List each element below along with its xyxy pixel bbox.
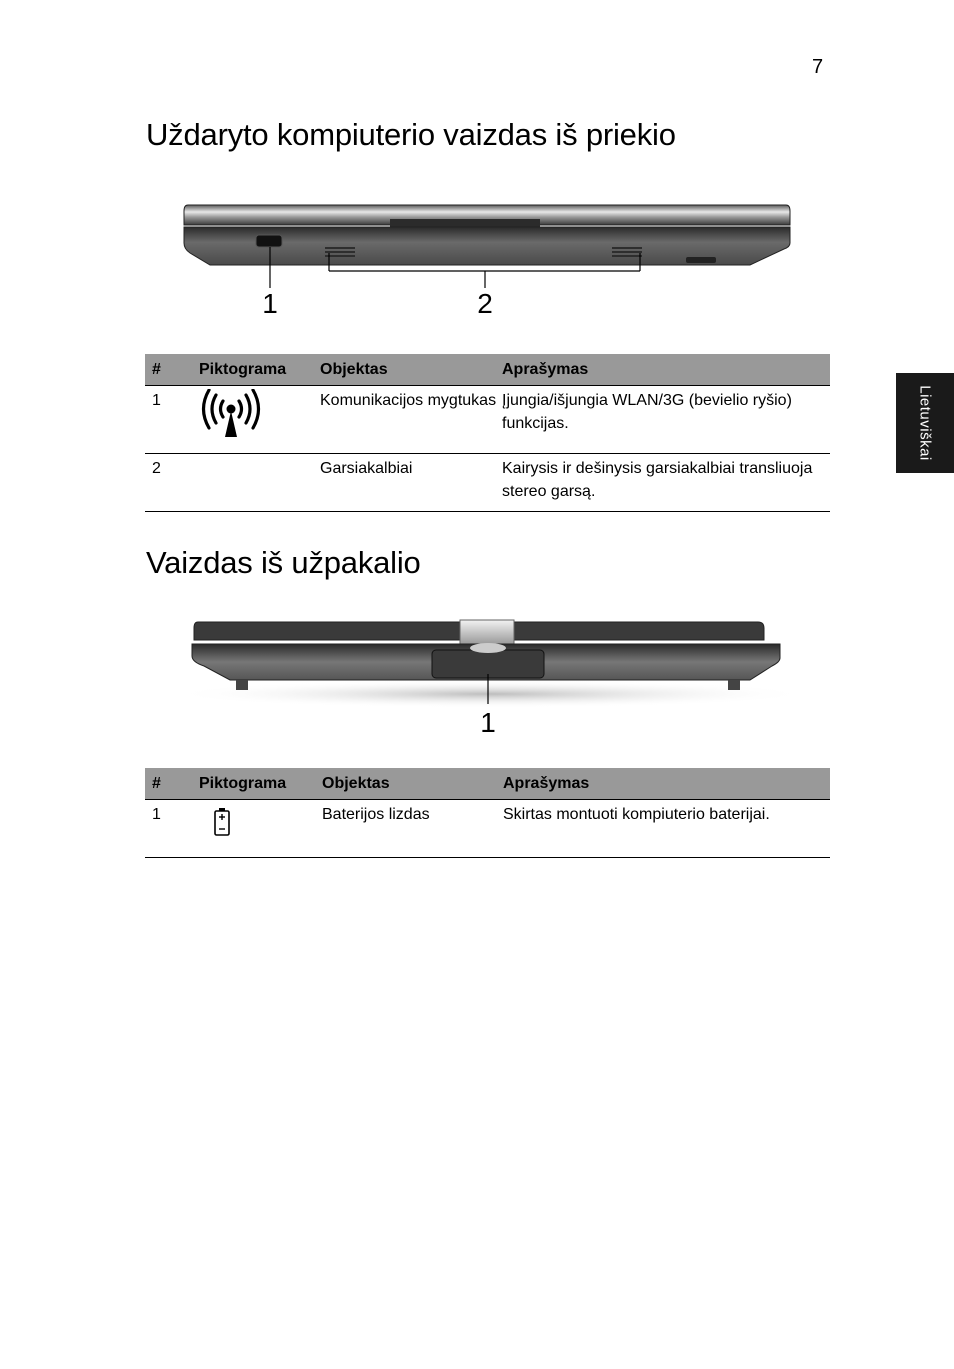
table-row (145, 386, 830, 454)
header-number: # (145, 354, 199, 386)
header-icon: Piktograma (199, 768, 322, 800)
laptop-front-illustration (150, 195, 810, 325)
header-object: Objektas (320, 354, 502, 386)
front-view-title: Uždaryto kompiuterio vaizdas iš priekio (146, 117, 676, 152)
row-icon-cell (199, 800, 322, 858)
page-number: 7 (812, 56, 824, 78)
header-object: Objektas (322, 768, 503, 800)
language-tab-label: Lietuviškai (916, 385, 934, 461)
rear-components-table (145, 768, 830, 858)
rear-view-title: Vaizdas iš užpakalio (146, 545, 421, 580)
row-object: Baterijos lizdas (322, 800, 503, 858)
row-number: 1 (145, 386, 199, 454)
row-description: Įjungia/išjungia WLAN/3G (bevielio ryšio) funkcijas. (502, 386, 830, 454)
row-icon-cell (199, 386, 320, 454)
row-number: 1 (145, 800, 199, 858)
battery-icon (199, 803, 239, 837)
header-number: # (145, 768, 199, 800)
table-row (145, 454, 830, 512)
row-object: Garsiakalbiai (320, 454, 502, 512)
row-description: Kairysis ir dešinysis garsiakalbiai transliuoja stereo garsą. (502, 454, 830, 512)
table-row (145, 800, 830, 858)
front-components-table (145, 354, 830, 512)
row-object: Komunikacijos mygtukas (320, 386, 502, 454)
header-icon: Piktograma (199, 354, 320, 386)
row-icon-cell (199, 454, 320, 512)
row-description: Skirtas montuoti kompiuterio baterijai. (503, 800, 830, 858)
header-description: Aprašymas (503, 768, 830, 800)
row-number: 2 (145, 454, 199, 512)
front-callout-2: 2 (477, 288, 493, 319)
table-header-row (145, 768, 830, 800)
table-header-row (145, 354, 830, 386)
wireless-communication-icon (199, 389, 263, 439)
rear-callout-1: 1 (480, 707, 496, 738)
header-description: Aprašymas (502, 354, 830, 386)
language-tab (896, 373, 954, 473)
laptop-rear-illustration (150, 610, 830, 740)
front-callout-1: 1 (262, 288, 278, 319)
